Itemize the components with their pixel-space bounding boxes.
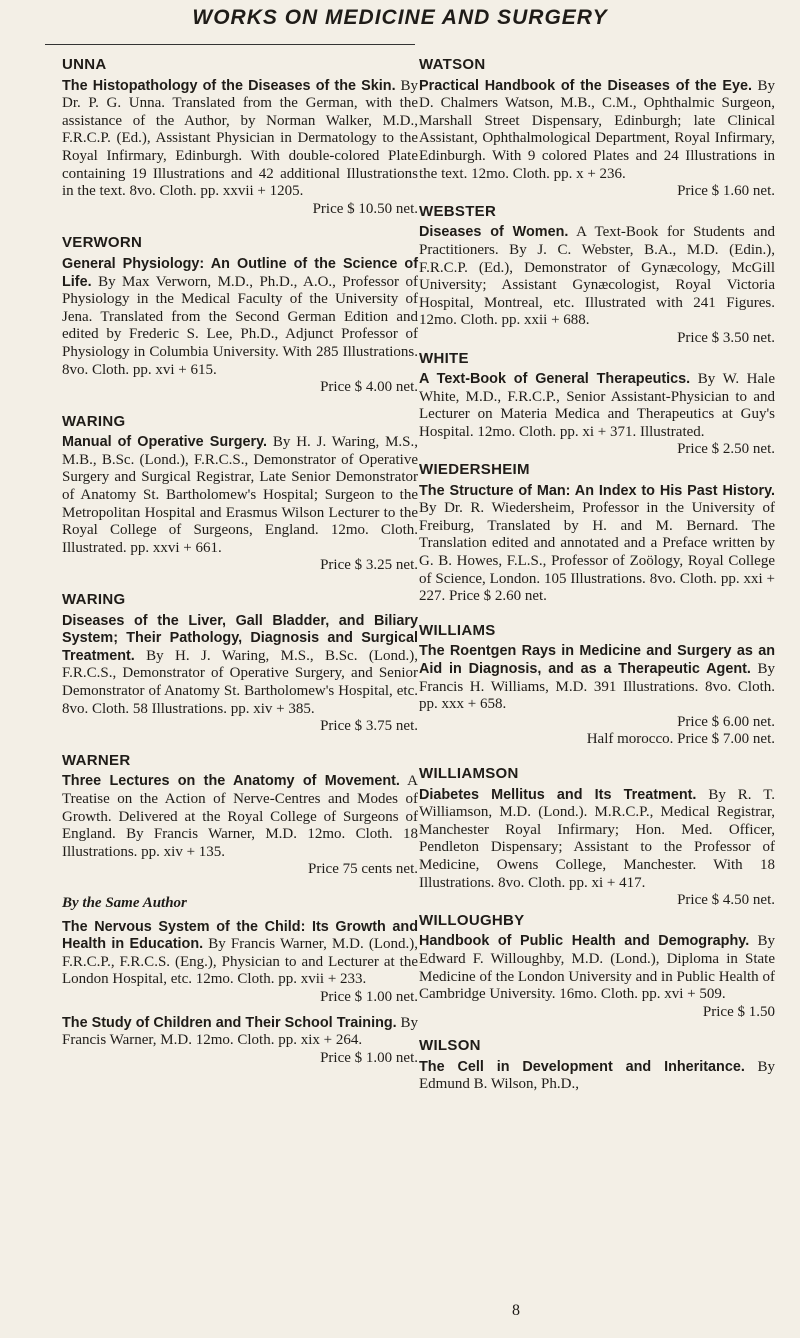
book-price: Price $ 3.25 net. [320,557,418,574]
right-column [419,56,775,1110]
book-description: By Max Verworn, M.D., Ph.D., A.O., Professor of Physiology in the Medical Faculty of the University of Jena. Translated from the Second German Edition and edited by Frederic S. Lee, Ph.D., Adjunct Professor of Physiology in Columbia University. With 285 Illustrations. 8vo. Cloth. pp. xvi + 615. [62,273,419,378]
book-entry [419,622,775,749]
book-title: General Physiology: An Outline of the Science of Life. [62,255,418,290]
author-heading: WILLOUGHBY [419,911,525,929]
book-description: By H. J. Waring, M.S., B.Sc. (Lond.), F.R.C.S., Demonstrator of Operative Surgery, and Senior Demonstrator of Anatomy St. Bartholomew's Hospital, etc. 8vo. Cloth. 58 Illustrations. pp. xiv + 385. [62,647,418,717]
book-title: Handbook of Public Health and Demography. [419,933,750,950]
book-title: Practical Handbook of the Diseases of the Eye. [419,77,752,94]
book-description: By Francis H. Williams, M.D. 391 Illustrations. 8vo. Cloth. pp. xxx + 658. [419,661,775,713]
author-heading: WEBSTER [419,202,497,220]
page-number: 8 [512,1302,520,1319]
book-description: By Edward F. Willoughby, M.D. (Lond.), Diploma in State Medicine of the London University and in Public Health of Cambridge University. 16mo. Cloth. pp. xvi + 509. [419,933,775,1003]
author-heading: VERWORN [62,234,143,252]
book-description: By R. T. Williamson, M.D. (Lond.). M.R.C.P., Medical Registrar, Manchester Royal Infirmary; Hon. Med. Officer, Pendleton Dispensary; Assistant to the Professor of Medicine, Owens College, Manchester. With 18 Illustrations. 8vo. Cloth. pp. xi + 417. [419,786,776,891]
book-entry [419,765,775,910]
book-entry [62,752,418,879]
book-entry [419,1037,775,1094]
book-description: By Dr. R. Wiedersheim, Professor in the University of Freiburg, Translated by H. and M. Bernard. The Translation edited and annotated and a Preface written by G. B. Howes, F.L.S., Professor of Zoölogy, Royal College of Science, London. 105 Illustrations. 8vo. Cloth. pp. xxi + 227. Price $ 2.60 net. [419,500,775,605]
book-description: By D. Chalmers Watson, M.B., C.M., Ophthalmic Surgeon, Marshall Street Dispensary, Edinburgh; late Clinical Assistant, Ophthalmological Department, Royal Infirmary, Edinburgh. With 9 colored Plates and 24 Illustrations in the text. 12mo. Cloth. pp. x + 236. [419,77,775,182]
author-heading: WIEDERSHEIM [419,461,530,479]
book-price: Price $ 3.50 net. [677,329,775,346]
book-entry [62,413,418,575]
book-title: Diabetes Mellitus and Its Treatment. [419,786,697,803]
book-title: Manual of Operative Surgery. [62,434,268,451]
author-heading: WARING [62,591,126,609]
book-description: A Treatise on the Action of Nerve-Centres and Modes of Growth. Delivered at the Royal College of Surgeons of England. By Francis Warner, M.D. 12mo. Cloth. 18 Illustrations. pp. xiv + 135. [62,773,418,860]
book-entry [62,895,418,1007]
book-description: By H. J. Waring, M.S., M.B., B.Sc. (Lond.), F.R.C.S., Demonstrator of Operative Surgery and Surgical Registrar, Late Senior Demonstrator of Anatomy St. Bartholomew's Hospital; Surgeon to the Metropolitan Hospital and Erasmus Wilson Lecturer to the Royal College of Surgeons, England. 12mo. Cloth. Illustrated. pp. xxvi + 661. [62,434,419,556]
author-heading: WILLIAMSON [419,764,519,782]
book-description: By Edmund B. Wilson, Ph.D., [419,1058,775,1093]
book-entry [62,56,418,218]
book-price: Price 75 cents net. [308,861,418,878]
author-heading: WARNER [62,751,131,769]
book-price: Price $ 3.75 net. [320,718,418,735]
book-title: A Text-Book of General Therapeutics. [419,371,691,388]
author-heading: UNNA [62,56,107,73]
author-heading: WILSON [419,1037,481,1055]
book-title: Diseases of Women. [419,224,569,241]
book-title: Three Lectures on the Anatomy of Movement. [62,773,400,790]
book-description: By W. Hale White, M.D., F.R.C.P., Senior Assistant-Physician to and Lecturer on Materia Medica and Therapeutics at Guy's Hospital. 12mo. Cloth. pp. xi + 371. Illustrated. [419,371,775,440]
header-rule [45,44,415,45]
book-price: Price $ 1.00 net. [320,988,418,1005]
book-title: The Roentgen Rays in Medicine and Surgery as an Aid in Diagnosis, and as a Therapeutic Agent. [419,643,775,677]
book-price: Price $ 2.50 net. [677,441,775,458]
book-title: The Study of Children and Their School Training. [62,1014,397,1031]
book-price: Price $ 10.50 net. [312,200,418,217]
book-title: The Cell in Development and Inheritance. [419,1058,745,1075]
book-entry [419,350,775,460]
book-entry [419,56,775,201]
book-price: Price $ 1.60 net. [677,183,775,200]
book-entry [62,591,418,736]
book-entry [419,461,775,606]
running-header: WORKS ON MEDICINE AND SURGERY [192,6,608,29]
book-price: Price $ 1.50 [702,1003,775,1020]
book-title: The Histopathology of the Diseases of the Skin. [62,77,396,94]
book-description: By Francis Warner, M.D. (Lond.), F.R.C.P., F.R.C.S. (Eng.), Physician to and Lecturer at the London Hospital, etc. 12mo. Cloth. pp. xvii + 233. [62,936,418,988]
same-author-heading: By the Same Author [62,894,187,911]
book-entry [62,234,418,396]
author-heading: WATSON [419,56,486,73]
book-description: By Dr. P. G. Unna. Translated from the German, with the assistance of the Author, by Norman Walker, M.D., F.R.C.P. (Ed.), Assistant Physician in Dermatology to the Royal Infirmary, Edinburgh. With double-colored Plate containing 19 Illustrations and 42 additional Illustrations in the text. 8vo. Cloth. pp. xxvii + 1205. [62,77,419,200]
book-price: Price $ 1.00 net. [320,1049,418,1066]
author-heading: WHITE [419,349,469,367]
book-price: Price $ 6.00 net. [677,713,775,730]
book-price: Price $ 4.50 net. [677,892,775,909]
book-entry [419,912,775,1022]
book-description: A Text-Book for Students and Practitioners. By J. C. Webster, B.A., M.D. (Edin.), F.R.C.P. (Ed.), Demonstrator of Gynæcology, McGill University; Assistant Gynæcologist, Royal Victoria Hospital, Montreal, etc. Illustrated with 241 Figures. 12mo. Cloth. pp. xxii + 688. [419,224,775,329]
book-price: Price $ 4.00 net. [320,379,418,396]
book-title: Diseases of the Liver, Gall Bladder, and Biliary System; Their Pathology, Diagnosis and Surgical Treatment. [62,612,418,664]
book-entry [62,1015,418,1068]
book-title: The Structure of Man: An Index to His Past History. [419,482,775,499]
left-column [62,56,418,1083]
book-entry [419,203,775,348]
book-description: By Francis Warner, M.D. 12mo. Cloth. pp. xix + 264. [62,1014,419,1049]
author-heading: WILLIAMS [419,621,496,639]
book-price-alt: Half morocco. Price $ 7.00 net. [586,731,775,748]
book-title: The Nervous System of the Child: Its Growth and Health in Education. [62,918,418,953]
author-heading: WARING [62,412,126,430]
